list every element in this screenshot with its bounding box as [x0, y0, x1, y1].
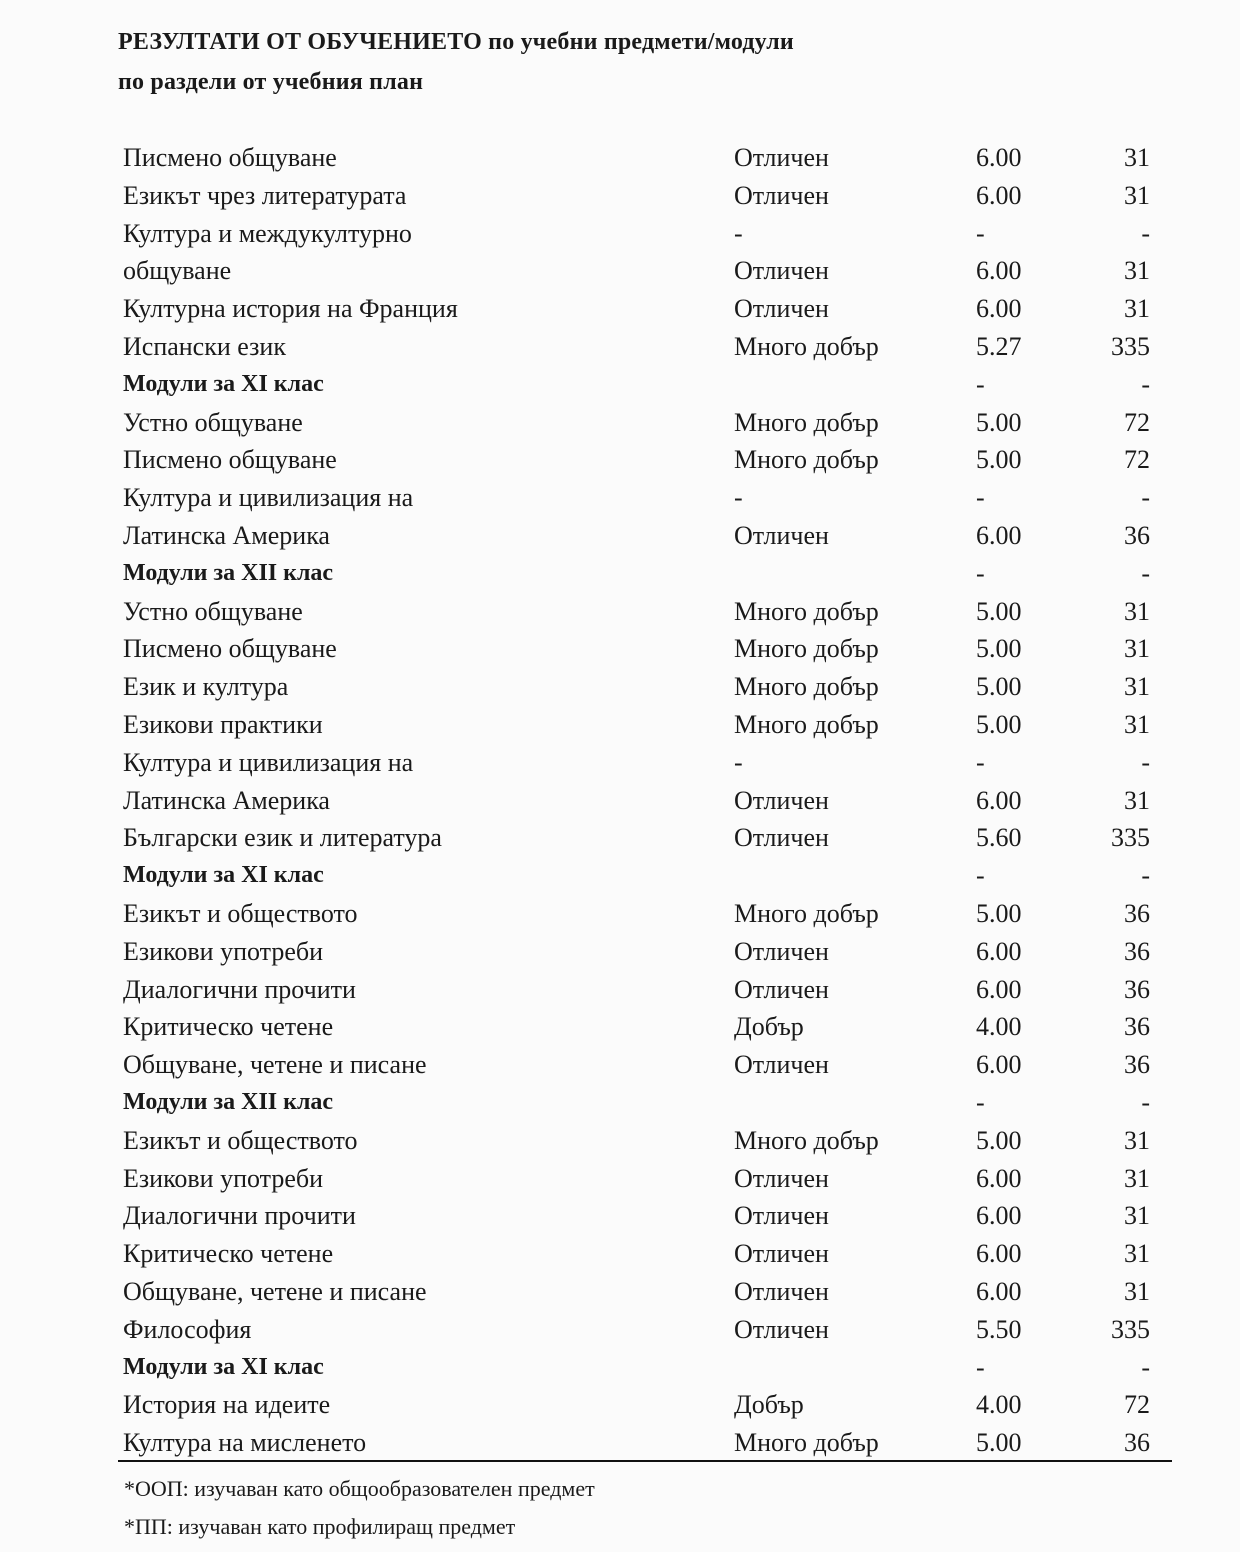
- subject-cell: Философия: [123, 1314, 252, 1344]
- table-row: [0, 971, 1240, 1009]
- score-cell: -: [976, 483, 985, 513]
- score-cell: 6.00: [976, 1050, 1022, 1080]
- subject-cell: Модули за XI клас: [123, 1353, 324, 1380]
- grade-cell: Отличен: [734, 1050, 829, 1080]
- footnote-pp: *ПП: изучаван като профилиращ предмет: [124, 1514, 516, 1539]
- hours-cell: 31: [1124, 596, 1150, 626]
- grade-cell: Отличен: [734, 936, 829, 966]
- subject-cell: Езикът и обществото: [123, 1125, 358, 1155]
- table-row: [0, 1122, 1240, 1160]
- hours-cell: 36: [1124, 1012, 1150, 1042]
- subject-cell: Култура и цивилизация на: [123, 483, 414, 513]
- table-row: [0, 1046, 1240, 1084]
- score-cell: 6.00: [976, 1163, 1022, 1193]
- table-row: [0, 895, 1240, 933]
- score-cell: 5.00: [976, 1428, 1022, 1458]
- hours-cell: 72: [1124, 407, 1150, 437]
- table-row: [0, 630, 1240, 668]
- table-row: [0, 593, 1240, 631]
- score-cell: 4.00: [976, 1390, 1022, 1420]
- grade-cell: Отличен: [734, 1239, 829, 1269]
- score-cell: 6.00: [976, 785, 1022, 815]
- subject-cell: Модули за XI клас: [123, 370, 324, 397]
- grade-cell: Отличен: [734, 143, 829, 172]
- hours-cell: 31: [1124, 1276, 1150, 1306]
- subject-cell: Български език и литература: [123, 823, 442, 853]
- hours-cell: 31: [1124, 256, 1150, 286]
- hours-cell: -: [1141, 558, 1150, 588]
- subject-cell: Език и култура: [123, 672, 289, 702]
- grade-cell: Отличен: [734, 294, 829, 324]
- grade-cell: Отличен: [734, 974, 829, 1004]
- hours-cell: 36: [1124, 520, 1150, 550]
- subject-cell: Езикови практики: [123, 709, 323, 739]
- table-row: [0, 1235, 1240, 1273]
- table-row: [0, 1386, 1240, 1424]
- subject-cell: Езикови употреби: [123, 1163, 324, 1193]
- subject-cell: Устно общуване: [123, 407, 303, 437]
- table-row: [0, 215, 1240, 253]
- hours-cell: 31: [1124, 709, 1150, 739]
- subject-cell: общуване: [123, 256, 232, 286]
- score-cell: 5.00: [976, 1125, 1022, 1155]
- grade-cell: -: [734, 483, 743, 513]
- hours-cell: 335: [1111, 823, 1150, 853]
- hours-cell: -: [1141, 369, 1150, 399]
- grade-cell: Отличен: [734, 256, 829, 286]
- subject-cell: Културна история на Франция: [123, 294, 458, 324]
- hours-cell: 31: [1124, 1239, 1150, 1269]
- heading-line-2: по раздели от учебния план: [118, 69, 424, 95]
- grade-cell: Много добър: [734, 634, 879, 664]
- grade-cell: Отличен: [734, 1314, 829, 1344]
- hours-cell: 72: [1124, 445, 1150, 475]
- score-cell: 6.00: [976, 1276, 1022, 1306]
- score-cell: -: [976, 1087, 985, 1117]
- subject-cell: Латинска Америка: [123, 785, 330, 815]
- table-row: [0, 479, 1240, 517]
- subject-cell: Модули за XII клас: [123, 559, 334, 586]
- grade-cell: -: [734, 747, 743, 777]
- subject-cell: Диалогични прочити: [123, 1201, 356, 1231]
- score-cell: 6.00: [976, 520, 1022, 550]
- grade-cell: Отличен: [734, 1276, 829, 1306]
- hours-cell: 36: [1124, 1050, 1150, 1080]
- hours-cell: 36: [1124, 974, 1150, 1004]
- grade-cell: Много добър: [734, 445, 879, 475]
- score-cell: 6.00: [976, 1239, 1022, 1269]
- subject-cell: Езикови употреби: [123, 936, 324, 966]
- table-row: [0, 744, 1240, 782]
- grade-cell: Отличен: [734, 823, 829, 853]
- grade-cell: Много добър: [734, 898, 879, 928]
- footnote-oop: *ООП: изучаван като общообразователен предмет: [124, 1476, 595, 1501]
- hours-cell: 31: [1124, 785, 1150, 815]
- score-cell: -: [976, 747, 985, 777]
- score-cell: -: [976, 369, 985, 399]
- section-row: [0, 1084, 1240, 1122]
- table-row: [0, 404, 1240, 442]
- grade-cell: Отличен: [734, 180, 829, 210]
- table-row: [0, 441, 1240, 479]
- score-cell: -: [976, 861, 985, 891]
- subject-cell: Испански език: [123, 331, 286, 361]
- subject-cell: Диалогични прочити: [123, 974, 356, 1004]
- score-cell: -: [976, 218, 985, 248]
- table-row: [0, 1273, 1240, 1311]
- subject-cell: Писмено общуване: [123, 634, 337, 664]
- subject-cell: Култура и цивилизация на: [123, 747, 414, 777]
- heading-line-1: РЕЗУЛТАТИ ОТ ОБУЧЕНИЕТО по учебни предмети/модули: [118, 29, 794, 55]
- subject-cell: Езикът и обществото: [123, 898, 358, 928]
- hours-cell: -: [1141, 861, 1150, 891]
- table-row: [0, 782, 1240, 820]
- subject-cell: Модули за XI клас: [123, 862, 324, 889]
- hours-cell: 335: [1111, 331, 1150, 361]
- score-cell: 5.00: [976, 709, 1022, 739]
- grade-cell: Много добър: [734, 596, 879, 626]
- document-heading: [118, 22, 1018, 102]
- table-row: [0, 517, 1240, 555]
- grade-cell: Отличен: [734, 1201, 829, 1231]
- score-cell: 5.00: [976, 407, 1022, 437]
- score-cell: 5.00: [976, 672, 1022, 702]
- subject-cell: Устно общуване: [123, 596, 303, 626]
- table-row: [0, 668, 1240, 706]
- table-row: [0, 1311, 1240, 1349]
- table-row: [0, 177, 1240, 215]
- score-cell: 5.50: [976, 1314, 1022, 1344]
- hours-cell: 36: [1124, 898, 1150, 928]
- subject-cell: Култура на мисленето: [123, 1428, 367, 1458]
- subject-cell: Латинска Америка: [123, 520, 330, 550]
- table-row: [0, 706, 1240, 744]
- hours-cell: 31: [1124, 1163, 1150, 1193]
- footnotes: [124, 1470, 595, 1546]
- score-cell: 5.00: [976, 634, 1022, 664]
- table-row: [0, 933, 1240, 971]
- score-cell: 5.00: [976, 596, 1022, 626]
- subject-cell: Критическо четене: [123, 1239, 334, 1269]
- hours-cell: 31: [1124, 143, 1150, 172]
- section-row: [0, 366, 1240, 404]
- section-row: [0, 857, 1240, 895]
- table-row: [0, 1160, 1240, 1198]
- subject-cell: Писмено общуване: [123, 445, 337, 475]
- score-cell: 6.00: [976, 256, 1022, 286]
- grade-cell: Отличен: [734, 520, 829, 550]
- grade-cell: Много добър: [734, 672, 879, 702]
- score-cell: 5.27: [976, 331, 1022, 361]
- subject-cell: Култура и междукултурно: [123, 218, 412, 248]
- hours-cell: 72: [1124, 1390, 1150, 1420]
- grade-cell: Много добър: [734, 709, 879, 739]
- subject-cell: Общуване, четене и писане: [123, 1276, 427, 1306]
- score-cell: 6.00: [976, 974, 1022, 1004]
- table-row: [0, 328, 1240, 366]
- subject-cell: Общуване, четене и писане: [123, 1050, 427, 1080]
- section-row: [0, 1349, 1240, 1387]
- hours-cell: -: [1141, 218, 1150, 248]
- grade-cell: Много добър: [734, 1428, 879, 1458]
- grade-cell: Отличен: [734, 1163, 829, 1193]
- hours-cell: 36: [1124, 936, 1150, 966]
- hours-cell: 31: [1124, 1125, 1150, 1155]
- table-row: [0, 1424, 1240, 1462]
- grade-cell: Добър: [734, 1012, 804, 1042]
- score-cell: 6.00: [976, 1201, 1022, 1231]
- hours-cell: -: [1141, 483, 1150, 513]
- results-table: [0, 139, 1240, 1462]
- hours-cell: 31: [1124, 180, 1150, 210]
- table-row: [0, 252, 1240, 290]
- subject-cell: Критическо четене: [123, 1012, 334, 1042]
- table-row: [0, 819, 1240, 857]
- hours-cell: 31: [1124, 672, 1150, 702]
- score-cell: 5.60: [976, 823, 1022, 853]
- hours-cell: 31: [1124, 634, 1150, 664]
- grade-cell: Много добър: [734, 1125, 879, 1155]
- score-cell: -: [976, 558, 985, 588]
- subject-cell: Писмено общуване: [123, 143, 337, 172]
- hours-cell: -: [1141, 1352, 1150, 1382]
- hours-cell: 335: [1111, 1314, 1150, 1344]
- table-bottom-rule: [118, 1460, 1172, 1462]
- score-cell: 6.00: [976, 180, 1022, 210]
- score-cell: 4.00: [976, 1012, 1022, 1042]
- score-cell: 6.00: [976, 294, 1022, 324]
- subject-cell: История на идеите: [123, 1390, 331, 1420]
- table-row: [0, 139, 1240, 177]
- hours-cell: 31: [1124, 294, 1150, 324]
- grade-cell: Отличен: [734, 785, 829, 815]
- table-row: [0, 1008, 1240, 1046]
- score-cell: 5.00: [976, 445, 1022, 475]
- grade-cell: -: [734, 218, 743, 248]
- grade-cell: Много добър: [734, 407, 879, 437]
- score-cell: 5.00: [976, 898, 1022, 928]
- score-cell: -: [976, 1352, 985, 1382]
- hours-cell: 31: [1124, 1201, 1150, 1231]
- grade-cell: Добър: [734, 1390, 804, 1420]
- subject-cell: Езикът чрез литературата: [123, 180, 407, 210]
- hours-cell: 36: [1124, 1428, 1150, 1458]
- subject-cell: Модули за XII клас: [123, 1088, 334, 1115]
- table-row: [0, 290, 1240, 328]
- section-row: [0, 555, 1240, 593]
- table-row: [0, 1197, 1240, 1235]
- hours-cell: -: [1141, 1087, 1150, 1117]
- score-cell: 6.00: [976, 936, 1022, 966]
- hours-cell: -: [1141, 747, 1150, 777]
- grade-cell: Много добър: [734, 331, 879, 361]
- score-cell: 6.00: [976, 143, 1022, 172]
